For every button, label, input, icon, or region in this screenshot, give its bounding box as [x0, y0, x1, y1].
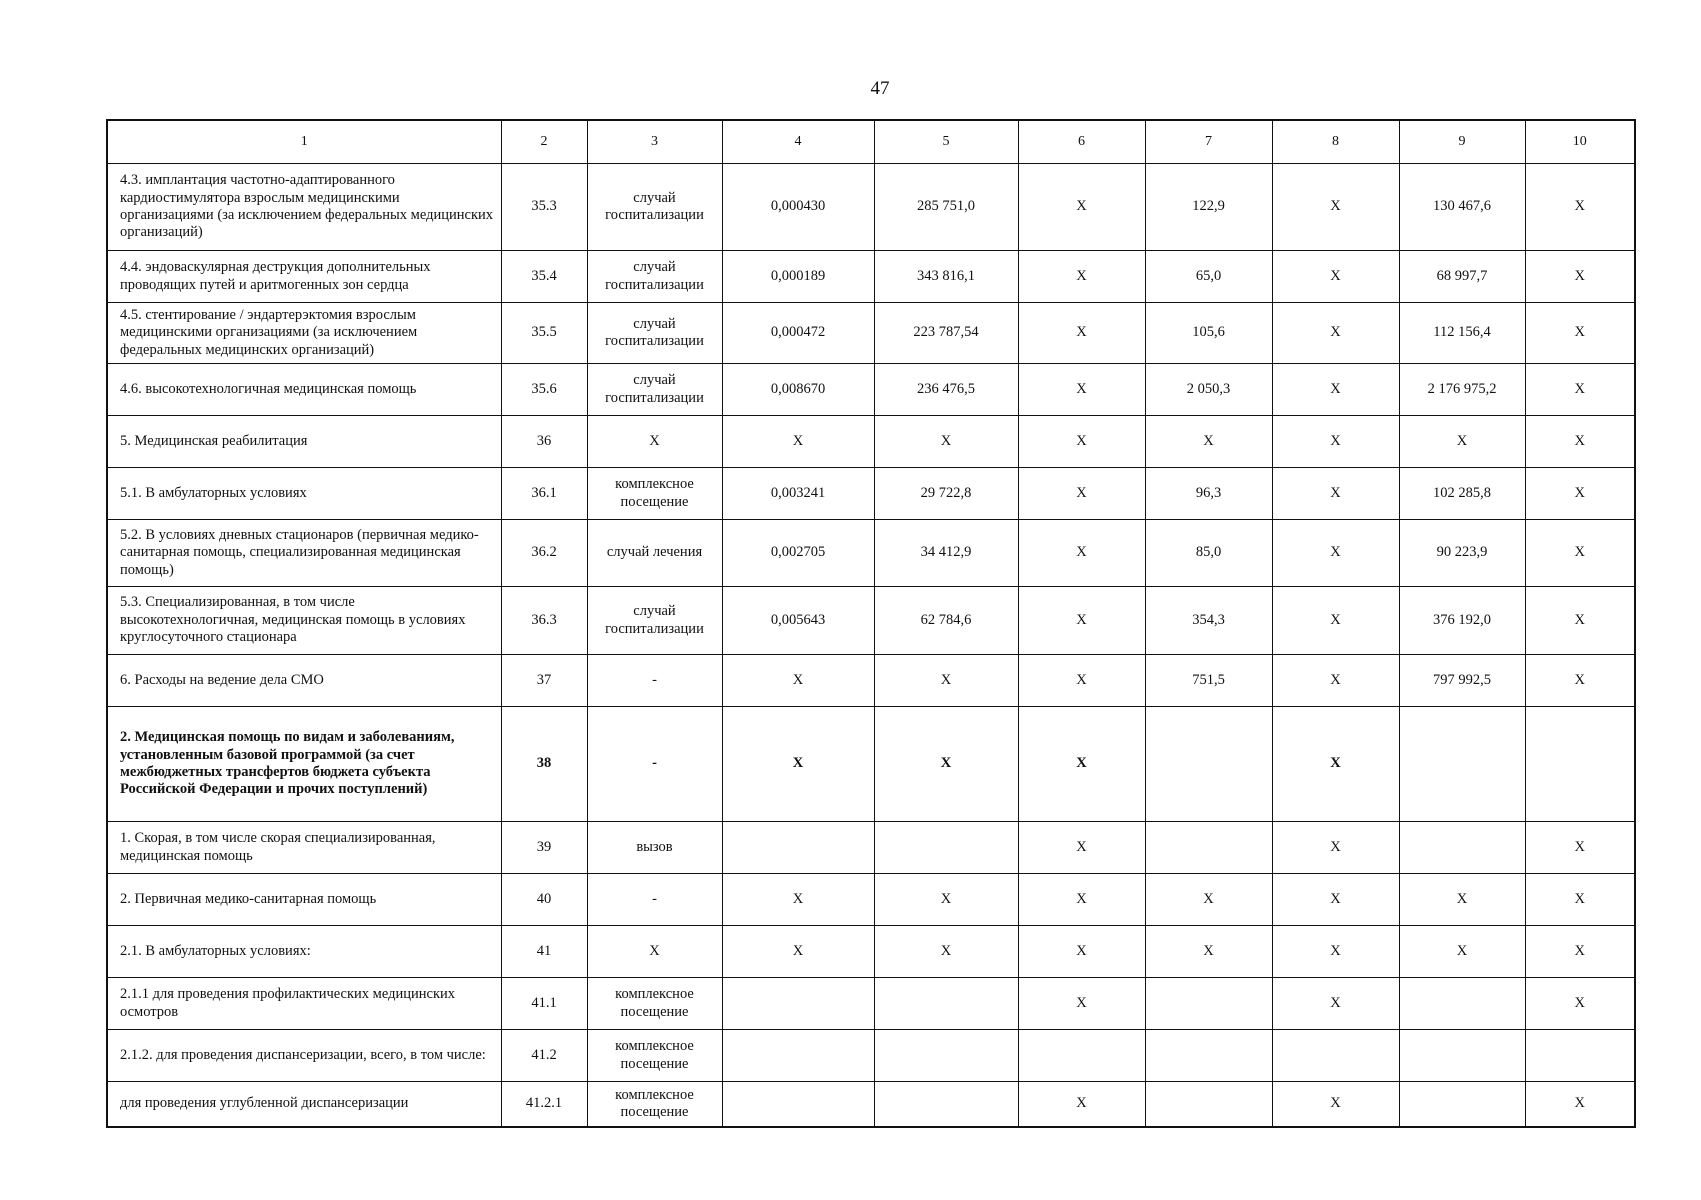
table-cell: 105,6: [1145, 303, 1272, 364]
table-cell: X: [1018, 164, 1145, 251]
table-cell: -: [587, 707, 722, 822]
row-label-cell: 4.5. стентирование / эндартерэктомия взрослым медицинскими организациями (за исключением федеральных медицинских организаций): [107, 303, 501, 364]
column-header: 3: [587, 120, 722, 164]
table-cell: 68 997,7: [1399, 251, 1525, 303]
table-cell: X: [587, 926, 722, 978]
table-cell: X: [1018, 303, 1145, 364]
page-number: 47: [870, 78, 890, 99]
table-cell: 0,003241: [722, 468, 874, 520]
table-cell: X: [1272, 251, 1399, 303]
table-cell: [722, 1030, 874, 1082]
table-cell: X: [1018, 364, 1145, 416]
table-cell: X: [1272, 822, 1399, 874]
table-cell: X: [1018, 251, 1145, 303]
row-label-cell: для проведения углубленной диспансеризации: [107, 1082, 501, 1128]
table-cell: [1525, 707, 1635, 822]
table-row: [107, 364, 1635, 416]
table-cell: X: [874, 416, 1018, 468]
table-cell: [1145, 707, 1272, 822]
table-cell: [722, 822, 874, 874]
row-label-cell: 2. Первичная медико-санитарная помощь: [107, 874, 501, 926]
column-header: 5: [874, 120, 1018, 164]
table-cell: 0,005643: [722, 587, 874, 655]
table-cell: 751,5: [1145, 655, 1272, 707]
table-cell: [722, 1082, 874, 1128]
table-cell: X: [1145, 926, 1272, 978]
table-cell: X: [1272, 1082, 1399, 1128]
table-cell: X: [1525, 1082, 1635, 1128]
table-row: [107, 655, 1635, 707]
table-cell: 39: [501, 822, 587, 874]
row-label-cell: 5.1. В амбулаторных условиях: [107, 468, 501, 520]
table-cell: случай госпитализации: [587, 587, 722, 655]
table-cell: 36.1: [501, 468, 587, 520]
table-cell: [1399, 1030, 1525, 1082]
table-cell: X: [1018, 520, 1145, 587]
table-cell: [1399, 1082, 1525, 1128]
row-label-cell: 4.6. высокотехнологичная медицинская помощь: [107, 364, 501, 416]
row-label-cell: 2.1.1 для проведения профилактических медицинских осмотров: [107, 978, 501, 1030]
column-header: 9: [1399, 120, 1525, 164]
table-cell: случай госпитализации: [587, 364, 722, 416]
table-cell: X: [1525, 822, 1635, 874]
table-cell: 29 722,8: [874, 468, 1018, 520]
table-cell: X: [1272, 303, 1399, 364]
table-cell: 36: [501, 416, 587, 468]
table-cell: [1399, 707, 1525, 822]
table-cell: 35.6: [501, 364, 587, 416]
table-row: [107, 251, 1635, 303]
table-cell: 96,3: [1145, 468, 1272, 520]
table-cell: [874, 1030, 1018, 1082]
table-cell: X: [1525, 364, 1635, 416]
table-cell: X: [874, 874, 1018, 926]
table-cell: X: [1272, 707, 1399, 822]
table-cell: случай госпитализации: [587, 251, 722, 303]
table-cell: 0,000430: [722, 164, 874, 251]
table-row: [107, 416, 1635, 468]
table-cell: X: [1399, 926, 1525, 978]
table-row: [107, 822, 1635, 874]
table-cell: 36.2: [501, 520, 587, 587]
table-cell: X: [1272, 874, 1399, 926]
table-cell: 130 467,6: [1399, 164, 1525, 251]
table-cell: X: [722, 874, 874, 926]
table-cell: X: [722, 655, 874, 707]
table-cell: [1145, 1030, 1272, 1082]
table-cell: комплексное посещение: [587, 1082, 722, 1128]
table-cell: [874, 1082, 1018, 1128]
table-cell: 0,008670: [722, 364, 874, 416]
table-cell: 2 050,3: [1145, 364, 1272, 416]
table-cell: 0,000189: [722, 251, 874, 303]
table-row: [107, 468, 1635, 520]
table-cell: [1399, 822, 1525, 874]
table-cell: X: [1525, 978, 1635, 1030]
table-cell: X: [722, 926, 874, 978]
table-cell: X: [874, 926, 1018, 978]
budget-table: [106, 119, 1636, 1128]
table-cell: X: [1525, 874, 1635, 926]
row-label-cell: 5.2. В условиях дневных стационаров (первичная медико-санитарная помощь, специализированная медицинская помощь): [107, 520, 501, 587]
table-cell: 40: [501, 874, 587, 926]
table-cell: X: [1018, 655, 1145, 707]
table-cell: X: [1399, 416, 1525, 468]
table-cell: X: [1145, 874, 1272, 926]
table-cell: X: [1018, 874, 1145, 926]
table-cell: X: [1272, 164, 1399, 251]
table-cell: 376 192,0: [1399, 587, 1525, 655]
table-cell: 236 476,5: [874, 364, 1018, 416]
table-cell: [1525, 1030, 1635, 1082]
table-cell: 354,3: [1145, 587, 1272, 655]
table-cell: 2 176 975,2: [1399, 364, 1525, 416]
table-cell: 41.1: [501, 978, 587, 1030]
table-cell: 37: [501, 655, 587, 707]
table-cell: X: [1018, 1082, 1145, 1128]
table-cell: [1145, 1082, 1272, 1128]
table-cell: X: [1018, 926, 1145, 978]
column-header: 4: [722, 120, 874, 164]
table-cell: 85,0: [1145, 520, 1272, 587]
table-cell: [1145, 822, 1272, 874]
table-cell: комплексное посещение: [587, 978, 722, 1030]
row-label-cell: 2.1.2. для проведения диспансеризации, всего, в том числе:: [107, 1030, 501, 1082]
table-cell: 36.3: [501, 587, 587, 655]
row-label-cell: 2.1. В амбулаторных условиях:: [107, 926, 501, 978]
table-cell: [722, 978, 874, 1030]
table-cell: X: [1525, 926, 1635, 978]
table-header-row: [107, 120, 1635, 164]
table-cell: [874, 822, 1018, 874]
table-cell: случай госпитализации: [587, 164, 722, 251]
table-cell: X: [874, 655, 1018, 707]
table-cell: X: [1272, 520, 1399, 587]
table-row: [107, 1082, 1635, 1128]
table-cell: X: [1272, 587, 1399, 655]
table-cell: комплексное посещение: [587, 468, 722, 520]
table-row: [107, 303, 1635, 364]
table-cell: X: [874, 707, 1018, 822]
table-cell: X: [1145, 416, 1272, 468]
table-cell: X: [1018, 822, 1145, 874]
table-row: [107, 707, 1635, 822]
table-cell: X: [1272, 978, 1399, 1030]
column-header: 8: [1272, 120, 1399, 164]
table-cell: 102 285,8: [1399, 468, 1525, 520]
table-cell: X: [1018, 978, 1145, 1030]
table-cell: вызов: [587, 822, 722, 874]
table-cell: X: [1525, 251, 1635, 303]
table-cell: 41.2.1: [501, 1082, 587, 1128]
table-row: [107, 164, 1635, 251]
table-cell: X: [587, 416, 722, 468]
table-cell: [1145, 978, 1272, 1030]
table-cell: [874, 978, 1018, 1030]
table-cell: -: [587, 655, 722, 707]
column-header: 10: [1525, 120, 1635, 164]
table-cell: X: [1525, 164, 1635, 251]
column-header: 1: [107, 120, 501, 164]
table-row: [107, 874, 1635, 926]
table-cell: X: [1272, 468, 1399, 520]
table-cell: 122,9: [1145, 164, 1272, 251]
table-cell: X: [1525, 303, 1635, 364]
table-cell: 41.2: [501, 1030, 587, 1082]
table-cell: X: [1272, 416, 1399, 468]
table-cell: X: [1525, 416, 1635, 468]
row-label-cell: 6. Расходы на ведение дела СМО: [107, 655, 501, 707]
table-cell: X: [1399, 874, 1525, 926]
table-cell: 797 992,5: [1399, 655, 1525, 707]
table-cell: 112 156,4: [1399, 303, 1525, 364]
table-row: [107, 978, 1635, 1030]
table-cell: X: [1272, 655, 1399, 707]
table-cell: X: [1018, 587, 1145, 655]
table-cell: X: [1272, 926, 1399, 978]
table-cell: комплексное посещение: [587, 1030, 722, 1082]
row-label-cell: 2. Медицинская помощь по видам и заболеваниям, установленным базовой программой (за счет межбюджетных трансфертов бюджета субъекта Российской Федерации и прочих поступлений): [107, 707, 501, 822]
table-cell: X: [1018, 707, 1145, 822]
table-cell: 343 816,1: [874, 251, 1018, 303]
column-header: 2: [501, 120, 587, 164]
table-cell: X: [722, 707, 874, 822]
table-cell: [1018, 1030, 1145, 1082]
table-row: [107, 587, 1635, 655]
table-cell: 0,000472: [722, 303, 874, 364]
row-label-cell: 5. Медицинская реабилитация: [107, 416, 501, 468]
table-cell: X: [722, 416, 874, 468]
table-cell: X: [1018, 416, 1145, 468]
table-cell: случай госпитализации: [587, 303, 722, 364]
table-cell: 34 412,9: [874, 520, 1018, 587]
table-row: [107, 926, 1635, 978]
table-cell: -: [587, 874, 722, 926]
table-cell: 285 751,0: [874, 164, 1018, 251]
table-cell: X: [1018, 468, 1145, 520]
table-cell: [1272, 1030, 1399, 1082]
table-cell: X: [1525, 587, 1635, 655]
table-cell: 223 787,54: [874, 303, 1018, 364]
column-header: 6: [1018, 120, 1145, 164]
table-cell: [1399, 978, 1525, 1030]
table-cell: 65,0: [1145, 251, 1272, 303]
table-row: [107, 520, 1635, 587]
table-cell: X: [1272, 364, 1399, 416]
row-label-cell: 4.4. эндоваскулярная деструкция дополнительных проводящих путей и аритмогенных зон сердца: [107, 251, 501, 303]
row-label-cell: 1. Скорая, в том числе скорая специализированная, медицинская помощь: [107, 822, 501, 874]
table-cell: 38: [501, 707, 587, 822]
table-cell: X: [1525, 520, 1635, 587]
table-cell: 90 223,9: [1399, 520, 1525, 587]
row-label-cell: 5.3. Специализированная, в том числе высокотехнологичная, медицинская помощь в условиях круглосуточного стационара: [107, 587, 501, 655]
column-header: 7: [1145, 120, 1272, 164]
table-cell: X: [1525, 655, 1635, 707]
table-cell: 35.5: [501, 303, 587, 364]
table-cell: 62 784,6: [874, 587, 1018, 655]
table-cell: 35.3: [501, 164, 587, 251]
row-label-cell: 4.3. имплантация частотно-адаптированного кардиостимулятора взрослым медицинскими организациями (за исключением федеральных медицинских организаций): [107, 164, 501, 251]
table-cell: X: [1525, 468, 1635, 520]
table-cell: 35.4: [501, 251, 587, 303]
table-cell: 41: [501, 926, 587, 978]
table-row: [107, 1030, 1635, 1082]
table-cell: случай лечения: [587, 520, 722, 587]
table-cell: 0,002705: [722, 520, 874, 587]
